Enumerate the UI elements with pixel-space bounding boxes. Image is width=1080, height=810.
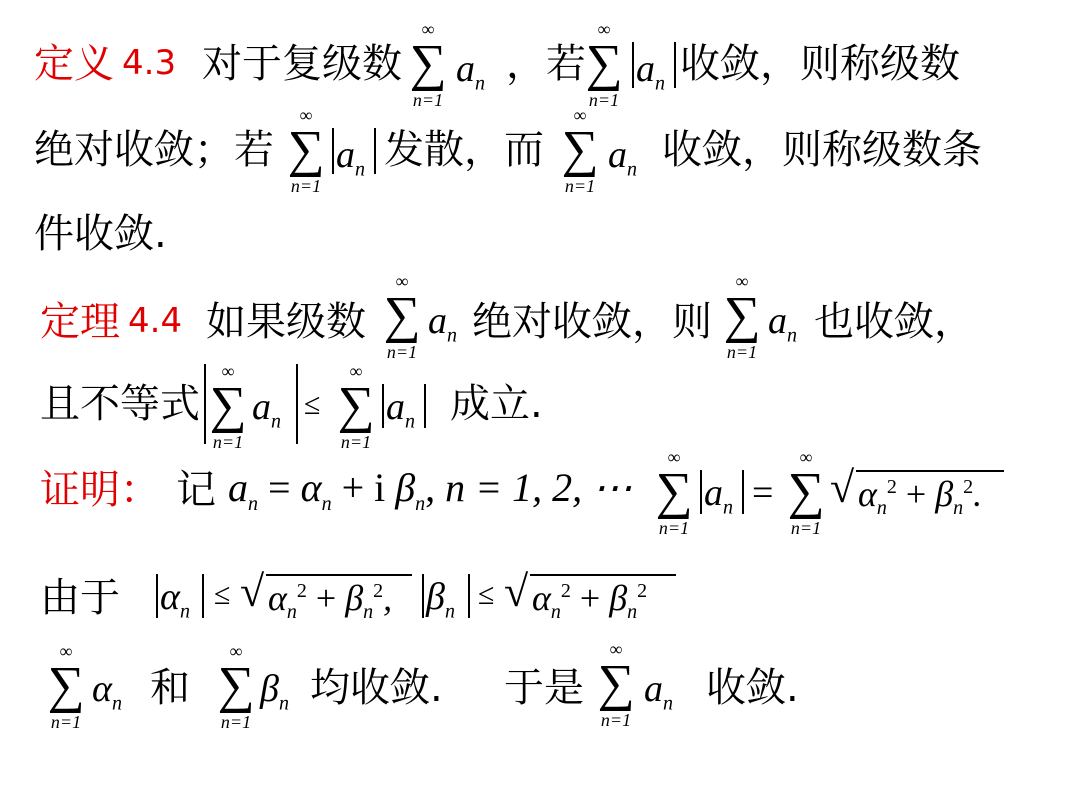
sqrt-sign: √ xyxy=(830,463,855,512)
sum-symbol: ∞ ∑ n=1 xyxy=(409,19,447,110)
leq-sign: ≤ xyxy=(478,578,495,611)
leq-sign: ≤ xyxy=(214,578,231,611)
equals-sign: = xyxy=(752,472,774,514)
math-a-n: $a_n$ xyxy=(386,386,415,433)
theorem-text: 绝对收敛，则 xyxy=(472,299,712,345)
math-a-n: $a_n$ xyxy=(636,48,665,95)
definition-number: 4.3 xyxy=(122,43,177,83)
math-a-n: $a_n$ xyxy=(252,386,281,433)
math-a-n: $a_n$ xyxy=(768,300,797,347)
formula-a-n-definition: $a_n = \alpha_n + i$ $\beta_n$, n = 1, 2, ⋯ xyxy=(228,465,633,515)
proof-text: 于是 xyxy=(504,665,584,711)
math-alpha-n: $\alpha_n$ xyxy=(160,576,190,623)
definition-text: 收敛，则称级数条 xyxy=(662,127,982,173)
sum-symbol: ∞ ∑ n=1 xyxy=(561,105,599,196)
sum-symbol: ∞ ∑ n=1 xyxy=(597,639,635,730)
math-a-n: $a_n$ xyxy=(336,134,365,181)
definition-text: 件收敛. xyxy=(34,211,167,257)
sum-symbol: ∞ ∑ n=1 xyxy=(47,641,85,732)
definition-text: 绝对收敛；若 xyxy=(34,127,274,173)
proof-label: 证明： xyxy=(40,467,160,513)
sqrt-content: $\alpha_n^2 + \beta_n^2$ xyxy=(532,578,648,624)
theorem-label: 定理 xyxy=(40,299,120,345)
sqrt-bar xyxy=(530,574,676,576)
proof-text: 和 xyxy=(150,665,190,711)
math-a-n: $a_n$ xyxy=(608,134,637,181)
definition-text: 收敛，则称级数 xyxy=(680,41,960,87)
theorem-text: 且不等式 xyxy=(40,381,200,427)
math-a-n: $a_n$ xyxy=(644,668,673,715)
sum-symbol: ∞ ∑ n=1 xyxy=(337,361,375,452)
proof-text: 由于 xyxy=(40,575,120,621)
sqrt-content: $\alpha_n^2 + \beta_n^2$. xyxy=(858,474,983,520)
proof-text: 记 xyxy=(176,467,216,513)
definition-text: 对于复级数 xyxy=(202,41,402,87)
definition-text: ，若 xyxy=(506,41,586,87)
sum-symbol: ∞ ∑ n=1 xyxy=(723,271,761,362)
sqrt-content: $\alpha_n^2 + \beta_n^2$, xyxy=(268,578,393,624)
sum-symbol: ∞ ∑ n=1 xyxy=(383,271,421,362)
theorem-text: 也收敛， xyxy=(814,299,974,345)
sum-symbol: ∞ ∑ n=1 xyxy=(585,19,623,110)
leq-sign: ≤ xyxy=(304,388,321,421)
theorem-text: 如果级数 xyxy=(206,299,366,345)
math-a-n: $a_n$ xyxy=(456,48,485,95)
math-alpha-n: $\alpha_n$ xyxy=(92,668,122,715)
math-beta-n: $\beta_n$ xyxy=(260,668,289,715)
sqrt-bar xyxy=(266,574,412,576)
sum-symbol: ∞ ∑ n=1 xyxy=(287,105,325,196)
proof-text: 均收敛. xyxy=(310,665,443,711)
sqrt-sign: √ xyxy=(240,567,265,616)
theorem-text: 成立. xyxy=(450,381,543,427)
math-beta-n: $\beta_n$ xyxy=(426,576,455,623)
sum-symbol: ∞ ∑ n=1 xyxy=(209,361,247,452)
definition-label: 定义 xyxy=(34,41,114,87)
sum-symbol: ∞ ∑ n=1 xyxy=(217,641,255,732)
proof-text: 收敛. xyxy=(706,665,799,711)
sum-symbol: ∞ ∑ n=1 xyxy=(655,447,693,538)
math-a-n: $a_n$ xyxy=(428,300,457,347)
math-a-n: $a_n$ xyxy=(704,472,733,519)
sum-symbol: ∞ ∑ n=1 xyxy=(787,447,825,538)
sqrt-bar xyxy=(856,470,1004,472)
theorem-number: 4.4 xyxy=(128,301,183,341)
sqrt-sign: √ xyxy=(504,567,529,616)
definition-text: 发散，而 xyxy=(384,127,544,173)
